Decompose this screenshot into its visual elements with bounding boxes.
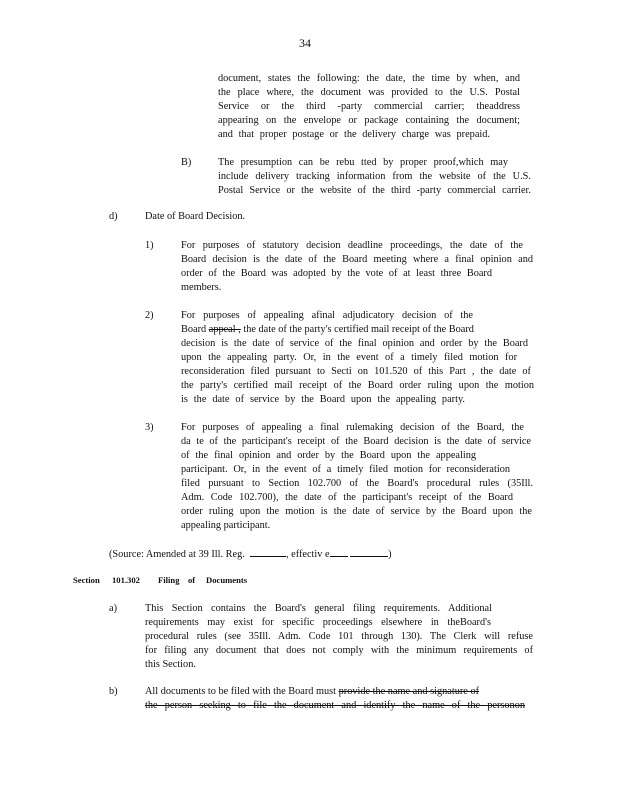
blank-line (250, 547, 286, 557)
text-line: order of the Board was adopted by the vote of at least three Board (181, 268, 492, 279)
list-marker: d) (109, 211, 118, 222)
text-line: members. (181, 282, 222, 293)
text-line: appearing on the envelope or package containing the document; (218, 115, 520, 126)
text-line: Board decision is the date of the Board meeting where a final opinion and (181, 254, 533, 265)
subsection-title: Date of Board Decision. (145, 211, 246, 222)
text-line: filed pursuant to Section 102.700 of the Board's procedural rules (35Ill. (181, 478, 533, 489)
text-line: For purposes of appealing a final rulemaking decision of the Board, the (181, 422, 524, 433)
text-line (145, 686, 479, 698)
text-line: of the final opinion and order by the Board upon the appealing (181, 450, 476, 461)
text-line: the party's certified mail receipt of the Board order ruling upon the motion (181, 380, 534, 391)
list-marker: 3) (145, 422, 154, 433)
text-line: document, states the following: the date, the time by when, and (218, 73, 520, 84)
text-line: for filing any document that does not comply with the minimum requirements of (145, 645, 533, 656)
text-line: Postal Service or the website of the third -party commercial carrier. (218, 185, 531, 196)
page-number: 34 (299, 36, 311, 50)
text-run: Board (181, 324, 209, 335)
text-line: is the date of service by the Board upon the appealing party. (181, 394, 465, 405)
struck-text: provide the name and signature of (338, 686, 480, 697)
text-line: This Section contains the Board's general filing requirements. Additional (145, 603, 492, 614)
text-line: requirements may exist for specific proceedings elsewhere in theBoard's (145, 617, 491, 628)
struck-text: appeal , (208, 324, 241, 335)
text-line: appealing participant. (181, 520, 271, 531)
text-line: reconsideration filed pursuant to Secti on 101.520 of this Part , the date of (181, 366, 531, 377)
list-marker: 2) (145, 310, 154, 321)
text-line: participant. Or, in the event of a timely filed motion for reconsideration (181, 464, 510, 475)
source-suffix: ) (388, 549, 392, 560)
text-line: da te of the participant's receipt of the Board decision is the date of service (181, 436, 531, 447)
text-run: All documents to be filed with the Board must (145, 686, 337, 697)
list-marker: B) (181, 157, 192, 168)
text-line: order ruling upon the motion is the date of service by the Board upon the (181, 506, 532, 517)
blank-line (350, 547, 388, 557)
text-line: Service or the third -party commercial carrier; theaddress (218, 101, 520, 112)
text-line: For purposes of appealing afinal adjudicatory decision of the (181, 310, 473, 321)
blank-line (330, 547, 348, 557)
section-title-word: Documents (206, 575, 248, 585)
list-marker: b) (109, 686, 118, 697)
section-label: Section (73, 575, 100, 585)
source-note (109, 547, 392, 561)
list-marker: a) (109, 603, 117, 614)
text-line: and that proper postage or the delivery charge was prepaid. (218, 129, 490, 140)
text-line: the place where, the document was provided to the U.S. Postal (218, 87, 520, 98)
section-title-word: of (188, 575, 196, 585)
section-title-word: Filing (158, 575, 180, 585)
text-run: the date of the party's certified mail receipt of the Board (240, 324, 474, 335)
section-number: 101.302 (112, 575, 140, 585)
text-line: The presumption can be rebu tted by proper proof,which may (218, 157, 508, 168)
text-line: upon the appealing party. Or, in the event of a timely filed motion for (181, 352, 517, 363)
source-middle: , effectiv e (286, 549, 330, 560)
list-marker: 1) (145, 240, 154, 251)
struck-text: the person seeking to file the document and identify the name of the personon (145, 700, 525, 711)
text-line: decision is the date of service of the final opinion and order by the Board (181, 338, 528, 349)
text-line: include delivery tracking information from the website of the U.S. (218, 171, 531, 182)
text-line: procedural rules (see 35Ill. Adm. Code 101 through 130). The Clerk will refuse (145, 631, 533, 642)
source-prefix: (Source: Amended at 39 Ill. Reg. (109, 549, 245, 560)
text-line: Adm. Code 102.700), the date of the participant's receipt of the Board (181, 492, 513, 503)
text-line: For purposes of statutory decision deadline proceedings, the date of the (181, 240, 523, 251)
text-line (181, 324, 474, 336)
text-line: this Section. (145, 659, 196, 670)
